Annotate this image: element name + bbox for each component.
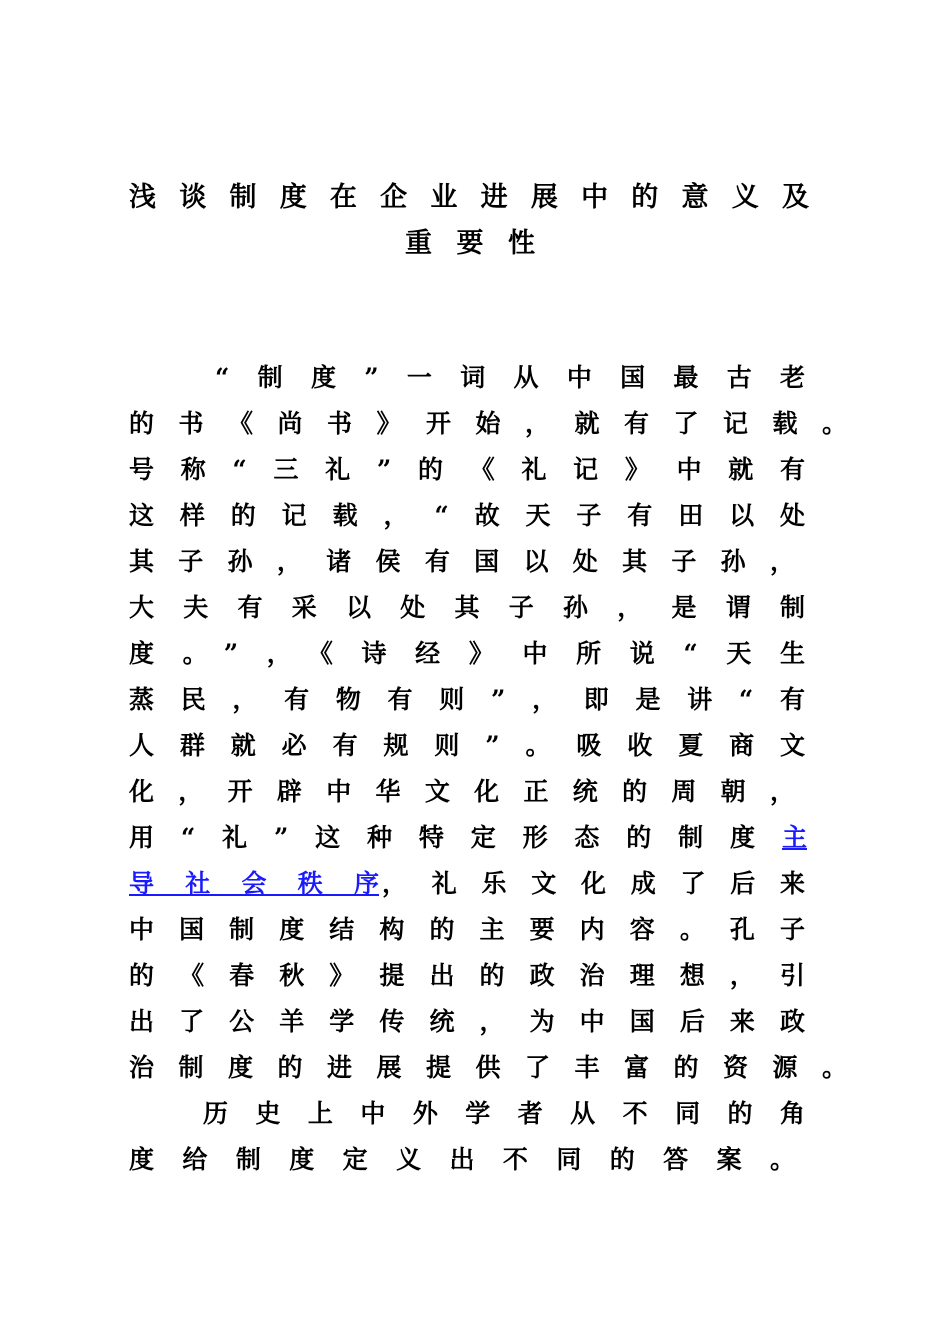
document-title-line-2: 重要性 [405, 228, 535, 259]
paragraph-line: 号称“三礼”的《礼记》中就有 [129, 455, 805, 484]
document-title-line-1: 浅谈制度在企业进展中的意义及 [129, 182, 809, 213]
paragraph-line: 用“礼”这种特定形态的制度 [129, 823, 755, 852]
hyperlink-part-1[interactable]: 主 [782, 823, 808, 852]
paragraph-line: 历史上中外学者从不同的角 [203, 1099, 805, 1128]
paragraph-line: 这样的记载，“故天子有田以处 [129, 501, 805, 530]
paragraph-line: 的《春秋》提出的政治理想，引 [129, 961, 805, 990]
paragraph-line: 治制度的进展提供了丰富的资源。 [129, 1053, 847, 1082]
paragraph-line: 人群就必有规则”。吸收夏商文 [129, 731, 805, 760]
paragraph-line: 其子孙，诸侯有国以处其子孙， [129, 547, 795, 576]
paragraph-line: 大夫有采以处其子孙，是谓制 [129, 593, 805, 622]
paragraph-line: 中国制度结构的主要内容。孔子 [129, 915, 805, 944]
paragraph-line: 度。”，《诗经》中所说“天生 [129, 639, 805, 668]
paragraph-line: 度给制度定义出不同的答案。 [129, 1145, 795, 1174]
paragraph-line: “制度”一词从中国最古老 [215, 363, 805, 392]
hyperlink-part-2[interactable]: 导社会秩序 [129, 869, 379, 898]
paragraph-line: 蒸民，有物有则”，即是讲“有 [129, 685, 805, 714]
paragraph-line: ，礼乐文化成了后来 [382, 869, 805, 898]
paragraph-line: 的书《尚书》开始，就有了记载。 [129, 409, 847, 438]
paragraph-line: 出了公羊学传统，为中国后来政 [129, 1007, 805, 1036]
paragraph-line: 化，开辟中华文化正统的周朝， [129, 777, 795, 806]
